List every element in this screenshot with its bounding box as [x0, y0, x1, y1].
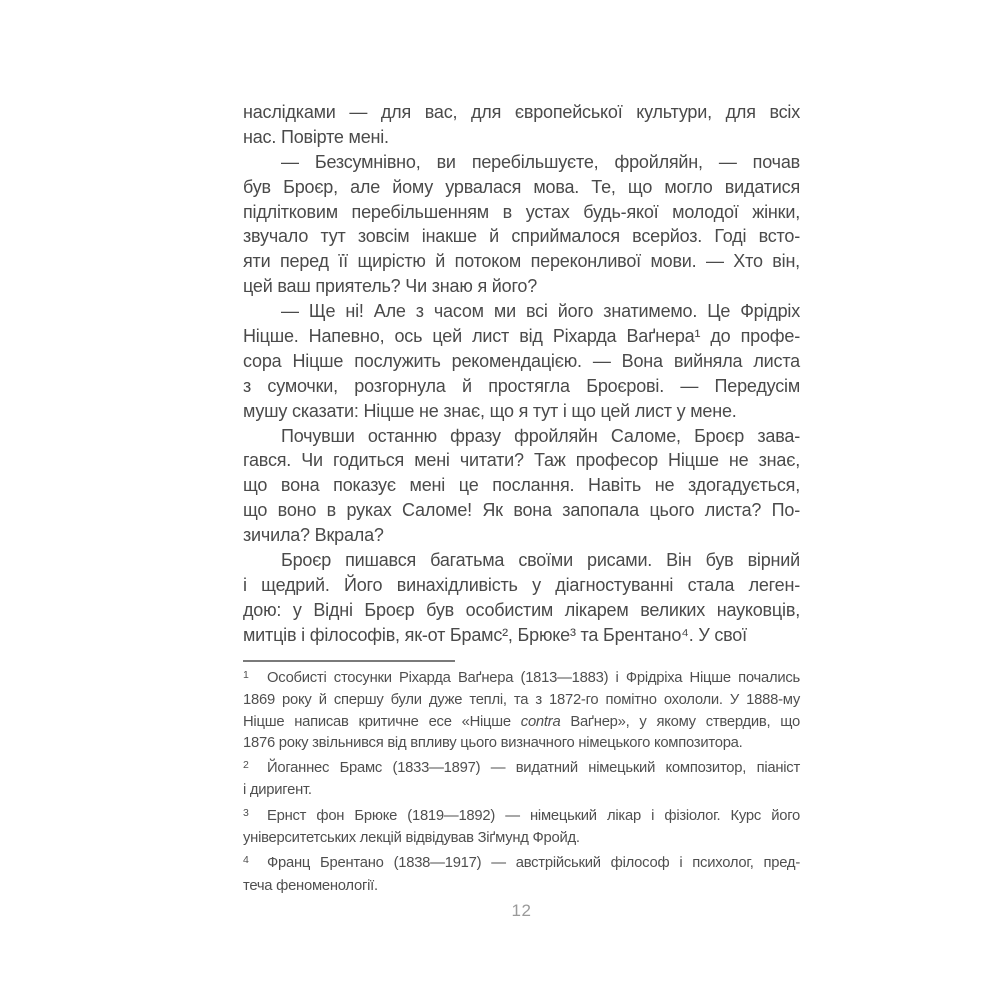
- text-line: дою: у Відні Броєр був особистим лікарем великих науковців,: [243, 599, 800, 620]
- page-number: 12: [511, 901, 532, 920]
- text-line: що воно в руках Саломе! Як вона запопала цього листа? По-: [243, 500, 800, 521]
- footnote-text: Франц Брентано (1838—1917) — австрійський філософ і психолог, пред-: [267, 855, 800, 872]
- footnote-line: [243, 853, 800, 875]
- text-line: звучало тут зовсім інакше й сприймалося всерйоз. Годі всто-: [243, 226, 800, 247]
- text-line: Броєр пишався багатьма своїми рисами. Він був вірний: [281, 550, 800, 571]
- footnote-text: Йоганнес Брамс (1833—1897) — видатний німецький композитор, піаніст: [267, 760, 800, 777]
- footnote-marker: 4: [243, 854, 249, 867]
- text-line: нас. Повірте мені.: [243, 126, 389, 147]
- footnote-line: [243, 712, 800, 733]
- text-line: гався. Чи годиться мені читати? Таж професор Ніцше не знає,: [243, 450, 800, 471]
- footnote-line: [243, 668, 800, 690]
- text-line: що вона показує мені це послання. Навіть не здогадується,: [243, 475, 800, 496]
- footnote-separator-line: [243, 660, 455, 662]
- footnote-text: Ніцше написав критичне есе «Ніцше: [243, 713, 521, 730]
- text-line: Почувши останню фразу фройляйн Саломе, Броєр зава-: [281, 425, 800, 446]
- footnote-marker: 1: [243, 669, 249, 681]
- text-line: сора Ніцше послужить рекомендацією. — Вона вийняла листа: [243, 350, 800, 371]
- text-line: цей ваш приятель? Чи знаю я його?: [243, 276, 538, 297]
- text-line: наслідками — для вас, для європейської культури, для всіх: [243, 102, 800, 122]
- footnote-text: Ваґнер», у якому ствердив, що: [560, 713, 801, 730]
- paragraph: [243, 424, 800, 548]
- footnote-marker: 3: [243, 806, 249, 819]
- footnote-line: [243, 758, 800, 780]
- footnote-line: 1869 року й спершу були дуже теплі, та з 1872-го помітно охололи. У 1888-му: [243, 692, 800, 709]
- footnote-marker: 2: [243, 759, 249, 772]
- footnote-text: Особисті стосунки Ріхарда Ваґнера (1813—1883) і Фрідріха Ніцше почались: [267, 670, 800, 686]
- footnote: [243, 806, 800, 850]
- body-text: [243, 100, 800, 648]
- footnotes: [243, 668, 800, 901]
- footnote-line: [243, 806, 800, 828]
- paragraph: [243, 548, 800, 648]
- footnote-text: Ернст фон Брюке (1819—1892) — німецький лікар і фізіолог. Курс його: [267, 807, 800, 824]
- footnote-text-italic: contra: [520, 713, 561, 730]
- text-line: і щедрий. Його винахідливість у діагностуванні стала леген-: [243, 574, 800, 595]
- text-line: — Ще ні! Але з часом ми всі його знатимемо. Це Фрідріх: [281, 301, 800, 322]
- footnote-line: теча феноменології.: [243, 877, 378, 894]
- text-line: Ніцше. Напевно, ось цей лист від Ріхарда Ваґнера¹ до профе-: [243, 326, 800, 347]
- text-line: митців і філософів, як-от Брамс², Брюке³ та Брентано⁴. У свої: [243, 624, 747, 645]
- text-line: зичила? Вкрала?: [243, 525, 384, 546]
- paragraph: [243, 299, 800, 423]
- text-line: мушу сказати: Ніцше не знає, що я тут і що цей лист у мене.: [243, 400, 737, 421]
- text-line: підлітковим перебільшенням в устах будь-якої молодої жінки,: [243, 201, 800, 222]
- paragraph: [243, 100, 800, 150]
- text-line: — Безсумнівно, ви перебільшуєте, фройляйн, — почав: [281, 151, 800, 172]
- paragraph: [243, 150, 800, 299]
- footnote: [243, 668, 800, 754]
- footnote: [243, 758, 800, 802]
- text-line: був Броєр, але йому урвалася мова. Те, що могло видатися: [243, 176, 800, 197]
- footnote-line: і диригент.: [243, 782, 312, 799]
- text-line: яти перед її щирістю й потоком переконливої мови. — Хто він,: [243, 251, 800, 272]
- footnote-line: університетських лекцій відвідував Зіґмунд Фройд.: [243, 830, 580, 847]
- footnote: [243, 853, 800, 897]
- footnote-line: 1876 року звільнився від впливу цього визначного німецького композитора.: [243, 734, 743, 751]
- text-line: з сумочки, розгорнула й простягла Броєрові. — Передусім: [243, 375, 800, 396]
